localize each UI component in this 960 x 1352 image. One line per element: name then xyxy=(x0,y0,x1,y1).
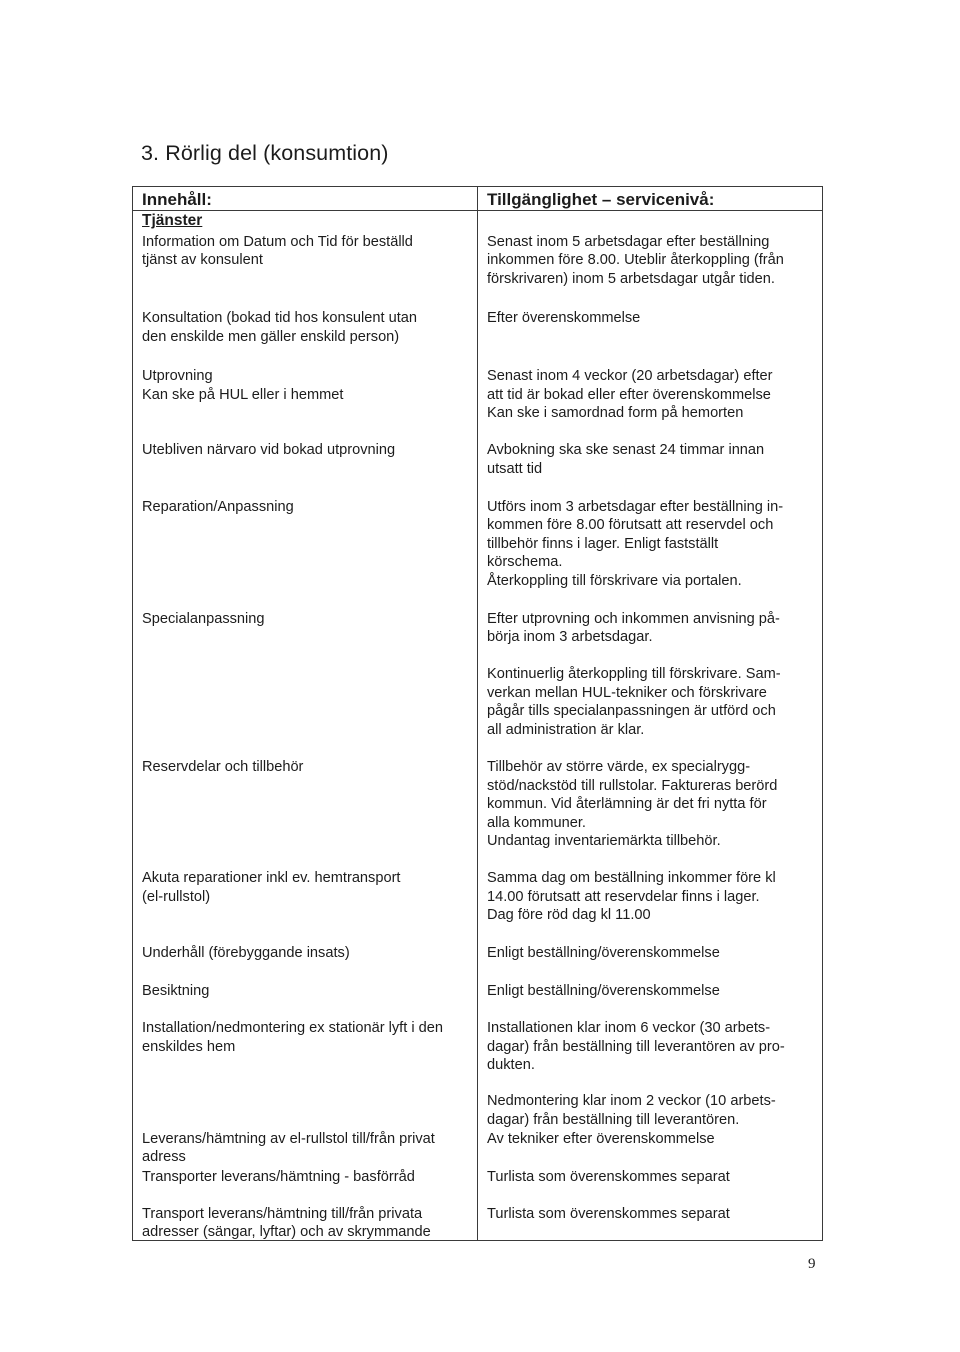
row-right-cell-line: Enligt beställning/överenskommelse xyxy=(487,945,720,961)
row-left-cell-line: enskildes hem xyxy=(142,1039,236,1055)
row-right-cell-line: dagar) från beställning till leverantören av pro- xyxy=(487,1039,785,1055)
row-right-cell-line: Senast inom 4 veckor (20 arbetsdagar) efter xyxy=(487,368,773,384)
row-right-cell-line: verkan mellan HUL-tekniker och förskrivare xyxy=(487,685,767,701)
row-right-cell-line: pågår tills specialanpassningen är utförd och xyxy=(487,703,776,719)
row-right-cell-line: Undantag inventariemärkta tillbehör. xyxy=(487,833,721,849)
row-right-cell-line: Utförs inom 3 arbetsdagar efter beställning in- xyxy=(487,499,784,515)
row-right-cell-line: Senast inom 5 arbetsdagar efter beställning xyxy=(487,234,770,250)
row-left-cell-line: Specialanpassning xyxy=(142,611,265,627)
row-right-cell-line: körschema. xyxy=(487,554,563,570)
row-left-cell-line: Konsultation (bokad tid hos konsulent utan xyxy=(142,310,418,326)
row-right-cell-line: Kontinuerlig återkoppling till förskrivare. Sam- xyxy=(487,666,781,682)
row-right-cell-line: Efter överenskommelse xyxy=(487,310,641,326)
row-left-cell-line: Reparation/Anpassning xyxy=(142,499,294,515)
row-left-cell-line: Reservdelar och tillbehör xyxy=(142,759,304,775)
row-right-cell-line: kommun. Vid återlämning är det fri nytta för xyxy=(487,796,767,812)
row-left-cell-line: (el-rullstol) xyxy=(142,889,211,905)
left-column-header: Innehåll: xyxy=(142,190,212,209)
row-right-cell-line: Turlista som överenskommes separat xyxy=(487,1169,730,1185)
row-right-cell-line: all administration är klar. xyxy=(487,722,645,738)
row-right-cell-line: Nedmontering klar inom 2 veckor (10 arbets- xyxy=(487,1093,776,1109)
row-right-cell-line: Tillbehör av större värde, ex specialrygg- xyxy=(487,759,751,775)
row-right-cell-line: Dag före röd dag kl 11.00 xyxy=(487,907,651,923)
row-right-cell-line: Samma dag om beställning inkommer före kl xyxy=(487,870,776,886)
row-right-cell-line: Efter utprovning och inkommen anvisning på- xyxy=(487,611,780,627)
row-right-cell-line: alla kommuner. xyxy=(487,815,586,831)
column-divider xyxy=(477,187,478,1240)
row-right-cell-line: tillbehör finns i lager. Enligt fastställt xyxy=(487,536,719,552)
row-left-cell-line: adresser (sängar, lyftar) och av skrymmande xyxy=(142,1224,431,1240)
row-left-cell-line: Kan ske på HUL eller i hemmet xyxy=(142,387,344,403)
row-left-cell-line: Besiktning xyxy=(142,983,210,999)
row-right-cell-line: utsatt tid xyxy=(487,461,543,477)
page-number: 9 xyxy=(808,1256,816,1272)
row-left-cell-line: Transport leverans/hämtning till/från privata xyxy=(142,1206,423,1222)
section-heading: 3. Rörlig del (konsumtion) xyxy=(141,141,389,165)
row-right-cell-line: Avbokning ska ske senast 24 timmar innan xyxy=(487,442,765,458)
row-left-cell-line: Utebliven närvaro vid bokad utprovning xyxy=(142,442,396,458)
row-right-cell-line: dagar) från beställning till leverantören. xyxy=(487,1112,740,1128)
row-right-cell-line: Installationen klar inom 6 veckor (30 arbets- xyxy=(487,1020,771,1036)
row-left-cell-line: Transporter leverans/hämtning - basförråd xyxy=(142,1169,415,1185)
row-left-cell-line: den enskilde men gäller enskild person) xyxy=(142,329,400,345)
row-left-cell-line: Underhåll (förebyggande insats) xyxy=(142,945,350,961)
row-right-cell-line: Turlista som överenskommes separat xyxy=(487,1206,730,1222)
row-right-cell-line: Kan ske i samordnad form på hemorten xyxy=(487,405,744,421)
row-right-cell-line: förskrivaren) inom 5 arbetsdagar utgår tiden. xyxy=(487,271,775,287)
row-right-cell-line: 14.00 förutsatt att reservdelar finns i lager. xyxy=(487,889,760,905)
row-left-cell-line: Akuta reparationer inkl ev. hemtransport xyxy=(142,870,401,886)
right-column-header: Tillgänglighet – servicenivå: xyxy=(487,190,715,209)
row-left-cell-line: tjänst av konsulent xyxy=(142,252,263,268)
row-right-cell-line: Återkoppling till förskrivare via portalen. xyxy=(487,573,742,589)
row-left-cell-line: Utprovning xyxy=(142,368,213,384)
header-divider xyxy=(133,210,822,211)
row-right-cell-line: Enligt beställning/överenskommelse xyxy=(487,983,720,999)
row-right-cell-line: dukten. xyxy=(487,1057,535,1073)
row-right-cell-line: kommen före 8.00 förutsatt att reservdel och xyxy=(487,517,774,533)
service-level-table xyxy=(132,186,823,1241)
row-right-cell-line: stöd/nackstöd till rullstolar. Faktureras berörd xyxy=(487,778,778,794)
row-left-cell-line: Information om Datum och Tid för beställd xyxy=(142,234,413,250)
row-left-cell-line: Leverans/hämtning av el-rullstol till/från privat xyxy=(142,1131,435,1147)
left-column-subheader: Tjänster xyxy=(142,212,203,229)
row-left-cell-line: adress xyxy=(142,1149,186,1165)
row-right-cell-line: Av tekniker efter överenskommelse xyxy=(487,1131,715,1147)
row-right-cell-line: inkommen före 8.00. Uteblir återkoppling (från xyxy=(487,252,784,268)
row-right-cell-line: börja inom 3 arbetsdagar. xyxy=(487,629,653,645)
row-left-cell-line: Installation/nedmontering ex stationär lyft i den xyxy=(142,1020,443,1036)
row-right-cell-line: att tid är bokad eller efter överenskommelse xyxy=(487,387,771,403)
